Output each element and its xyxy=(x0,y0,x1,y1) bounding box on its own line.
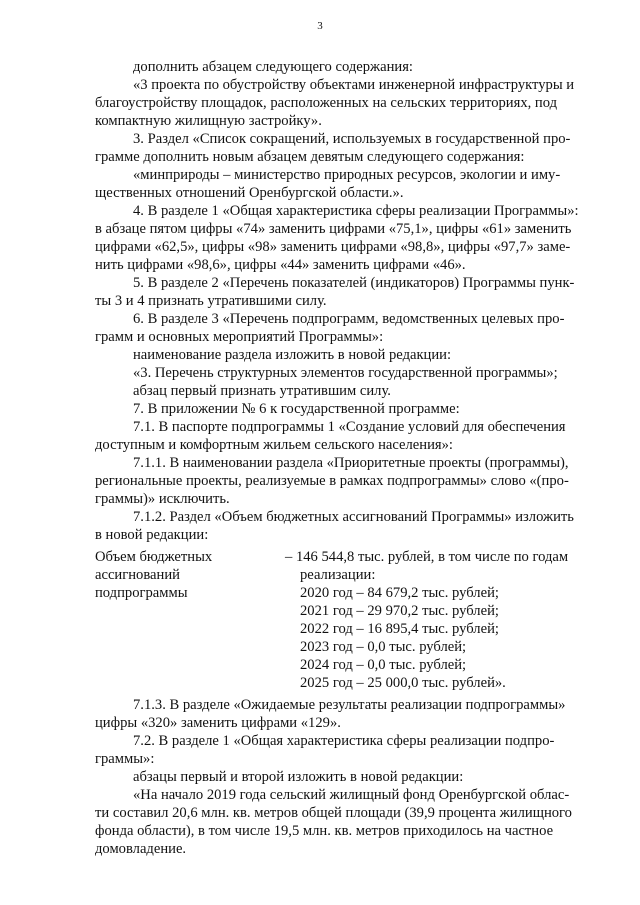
text-line: грамме дополнить новым абзацем девятым следующего содержания: xyxy=(95,149,525,165)
text-line: 6. В разделе 3 «Перечень подпрограмм, ведомственных целевых про- xyxy=(133,311,565,327)
text-line: ты 3 и 4 признать утратившими силу. xyxy=(95,293,327,309)
table-value-line: 2022 год – 16 895,4 тыс. рублей; xyxy=(300,621,499,637)
text-line: 7.1.3. В разделе «Ожидаемые результаты реализации подпрограммы» xyxy=(133,697,566,713)
text-line: ти составил 20,6 млн. кв. метров общей площади (39,9 процента жилищного xyxy=(95,805,572,821)
text-line: 7.2. В разделе 1 «Общая характеристика сферы реализации подпро- xyxy=(133,733,555,749)
text-line: компактную жилищную застройку». xyxy=(95,113,322,129)
text-line: в абзаце пятом цифры «74» заменить цифрами «75,1», цифры «61» заменить xyxy=(95,221,572,237)
text-line: дополнить абзацем следующего содержания: xyxy=(133,59,413,75)
text-line: 7.1.2. Раздел «Объем бюджетных ассигнований Программы» изложить xyxy=(133,509,574,525)
table-label-line: подпрограммы xyxy=(95,585,188,601)
text-line: 4. В разделе 1 «Общая характеристика сферы реализации Программы»: xyxy=(133,203,579,219)
table-value-line: 2021 год – 29 970,2 тыс. рублей; xyxy=(300,603,499,619)
table-value-line: 2025 год – 25 000,0 тыс. рублей». xyxy=(300,675,506,691)
page-number: 3 xyxy=(317,20,323,32)
text-line: «3 проекта по обустройству объектами инженерной инфраструктуры и xyxy=(133,77,575,93)
text-line: региональные проекты, реализуемые в рамках подпрограммы» слово «(про- xyxy=(95,473,569,489)
text-line: граммы»: xyxy=(95,751,155,767)
text-line: благоустройству площадок, расположенных на сельских территориях, под xyxy=(95,95,558,111)
table-label-line: ассигнований xyxy=(95,567,180,583)
text-line: 5. В разделе 2 «Перечень показателей (индикаторов) Программы пунк- xyxy=(133,275,575,291)
text-line: нить цифрами «98,6», цифры «44» заменить цифрами «46». xyxy=(95,257,466,273)
text-line: 3. Раздел «Список сокращений, используемых в государственной про- xyxy=(133,131,571,147)
text-line: 7.1. В паспорте подпрограммы 1 «Создание условий для обеспечения xyxy=(133,419,566,435)
table-value-line: 2023 год – 0,0 тыс. рублей; xyxy=(300,639,467,655)
text-line: 7.1.1. В наименовании раздела «Приоритетные проекты (программы), xyxy=(133,455,569,471)
text-line: домовладение. xyxy=(95,841,187,857)
text-line: наименование раздела изложить в новой редакции: xyxy=(133,347,452,363)
table-value-line: 2024 год – 0,0 тыс. рублей; xyxy=(300,657,467,673)
text-line: щественных отношений Оренбургской области.». xyxy=(95,185,404,201)
text-line: «На начало 2019 года сельский жилищный фонд Оренбургской облас- xyxy=(133,787,570,803)
text-line: фонда области), в том числе 19,5 млн. кв. метров приходилось на частное xyxy=(95,823,554,839)
text-line: цифры «320» заменить цифрами «129». xyxy=(95,715,341,731)
text-line: в новой редакции: xyxy=(95,527,209,543)
text-line: доступным и комфортным жильем сельского населения»: xyxy=(95,437,453,453)
text-line: граммы)» исключить. xyxy=(95,491,230,507)
text-line: цифрами «62,5», цифры «98» заменить цифрами «98,8», цифры «97,7» заме- xyxy=(95,239,571,255)
text-line: абзацы первый и второй изложить в новой редакции: xyxy=(133,769,464,785)
table-label-line: Объем бюджетных xyxy=(95,549,213,565)
text-line: 7. В приложении № 6 к государственной программе: xyxy=(133,401,460,417)
text-line: грамм и основных мероприятий Программы»: xyxy=(95,329,384,345)
table-value-line: реализации: xyxy=(300,567,376,583)
text-line: «3. Перечень структурных элементов государственной программы»; xyxy=(133,365,558,381)
table-value-line: – 146 544,8 тыс. рублей, в том числе по годам xyxy=(285,549,569,565)
text-line: абзац первый признать утратившим силу. xyxy=(133,383,391,399)
table-value-line: 2020 год – 84 679,2 тыс. рублей; xyxy=(300,585,499,601)
text-line: «минприроды – министерство природных ресурсов, экологии и иму- xyxy=(133,167,561,183)
